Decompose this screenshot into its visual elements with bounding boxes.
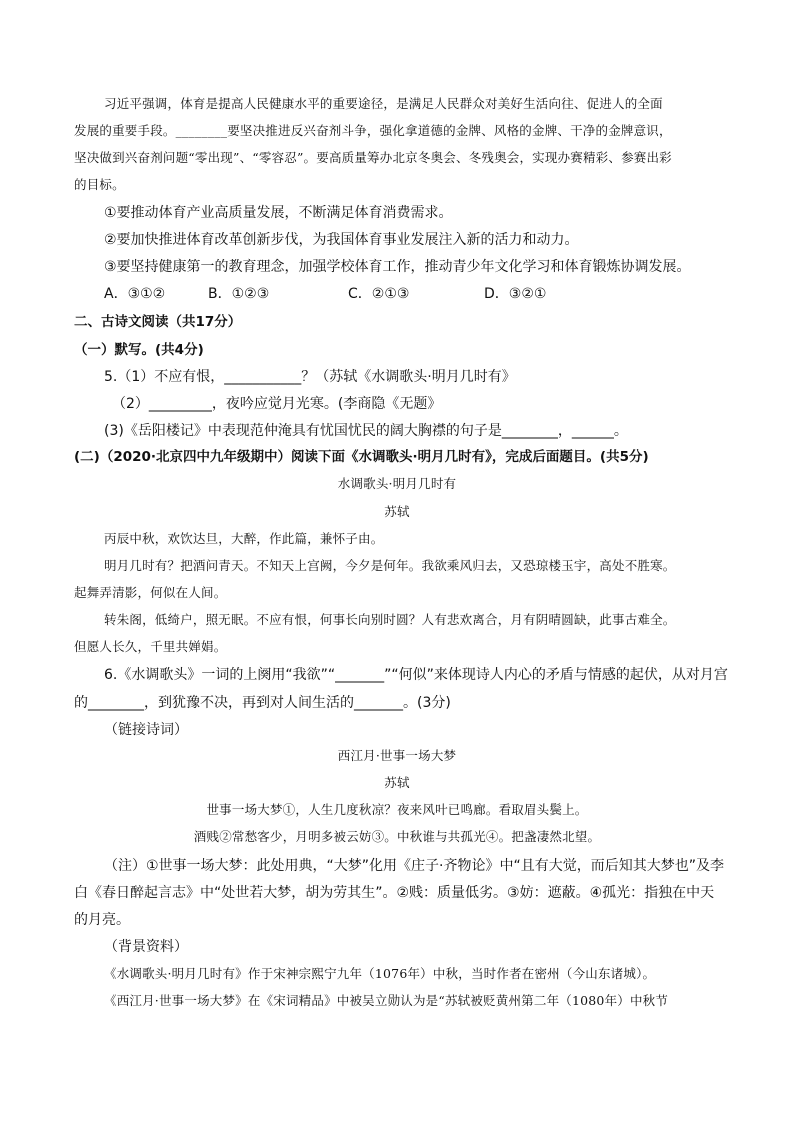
poem-1-line-3: 转朱阁，低绮户，照无眠。不应有恨，何事长向别时圆？人有悲欢离合，月有阴晴圆缺，此事古难全。 <box>104 612 676 627</box>
statement-3: ③要坚持健康第一的教育理念，加强学校体育工作，推动青少年文化学习和体育锻炼协调发展。 <box>104 259 691 275</box>
poem-1-author: 苏轼 <box>384 504 410 519</box>
option-b[interactable]: B．①②③ <box>208 286 270 302</box>
background-line-1: 《水调歌头·明月几时有》作于宋神宗熙宁九年（1076年）中秋，当时作者在密州（今山东诸城）。 <box>104 966 656 981</box>
question-5-3: (3)《岳阳楼记》中表现范仲淹具有忧国忧民的阔大胸襟的句子是________，______。 <box>104 423 628 439</box>
option-d[interactable]: D．③②① <box>484 286 547 302</box>
passage-line-2: 发展的重要手段。________要坚决推进反兴奋剂斗争，强化拿道德的金牌、风格的金牌、干净的金牌意识， <box>74 123 672 138</box>
passage-line-4: 的目标。 <box>74 177 125 192</box>
statement-1: ①要推动体育产业高质量发展，不断满足体育消费需求。 <box>104 205 453 221</box>
background-label: （背景资料） <box>104 939 188 955</box>
question-5-1: 5.（1）不应有恨，___________？（苏轼《水调歌头·明月几时有》 <box>104 369 516 385</box>
poem-1-line-2: 起舞弄清影，何似在人间。 <box>74 585 227 600</box>
notes-line-1: （注）①世事一场大梦：此处用典，“大梦”化用《庄子·齐物论》中“且有大觉，而后知其大梦也”及李 <box>104 858 725 874</box>
linked-poem-line-2: 酒贱②常愁客少，月明多被云妨③。中秋谁与共孤光④。把盏凄然北望。 <box>193 829 601 844</box>
option-a[interactable]: A．③①② <box>104 286 166 302</box>
question-5-2: （2）_________，夜吟应觉月光寒。(李商隐《无题》 <box>112 396 442 412</box>
passage-line-1: 习近平强调，体育是提高人民健康水平的重要途径，是满足人民群众对美好生活向往、促进人的全面 <box>104 96 663 111</box>
passage-line-3: 坚决做到兴奋剂问题“零出现”、“零容忍”。要高质量筹办北京冬奥会、冬残奥会，实现办赛精彩、参赛出彩 <box>74 150 672 165</box>
poem-1-line-1: 明月几时有？把酒问青天。不知天上宫阙，今夕是何年。我欲乘风归去，又恐琼楼玉宇，高处不胜寒。 <box>104 558 676 573</box>
linked-poem-author: 苏轼 <box>384 775 410 790</box>
option-c[interactable]: C．②①③ <box>348 286 410 302</box>
background-line-2: 《西江月·世事一场大梦》在《宋词精品》中被吴立勋认为是“苏轼被贬黄州第二年（1080年）中秋节 <box>104 993 669 1008</box>
linked-poem-title: 西江月·世事一场大梦 <box>337 748 457 763</box>
statement-2: ②要加快推进体育改革创新步伐，为我国体育事业发展注入新的活力和动力。 <box>104 232 579 248</box>
poem-1-preface: 丙辰中秋，欢饮达旦，大醉，作此篇，兼怀子由。 <box>104 531 384 546</box>
poem-1-line-4: 但愿人长久，千里共婵娟。 <box>74 639 227 654</box>
poem-1-title: 水调歌头·明月几时有 <box>337 476 457 491</box>
notes-line-3: 的月亮。 <box>74 912 130 928</box>
subsection-1-title: （一）默写。(共4分) <box>74 342 204 358</box>
linked-poem-line-1: 世事一场大梦①，人生几度秋凉？夜来风叶已鸣廊。看取眉头鬓上。 <box>206 802 588 817</box>
linked-poem-label: （链接诗词） <box>104 722 188 738</box>
question-6-line-1: 6.《水调歌头》一词的上阕用“我欲”“_______”“何似”来体现诗人内心的矛盾与情感的起伏，从对月宫 <box>104 667 728 683</box>
section-2-title: 二、古诗文阅读（共17分） <box>74 314 242 330</box>
question-6-line-2: 的________，到犹豫不决，再到对人间生活的_______。(3分) <box>74 695 451 711</box>
subsection-2-title: (二)（2020·北京四中九年级期中）阅读下面《水调歌头·明月几时有》，完成后面题目。(共5分) <box>74 449 649 465</box>
notes-line-2: 白《春日醉起言志》中“处世若大梦，胡为劳其生”。②贱：质量低劣。③妨：遮蔽。④孤光：指独在中天 <box>74 885 715 901</box>
